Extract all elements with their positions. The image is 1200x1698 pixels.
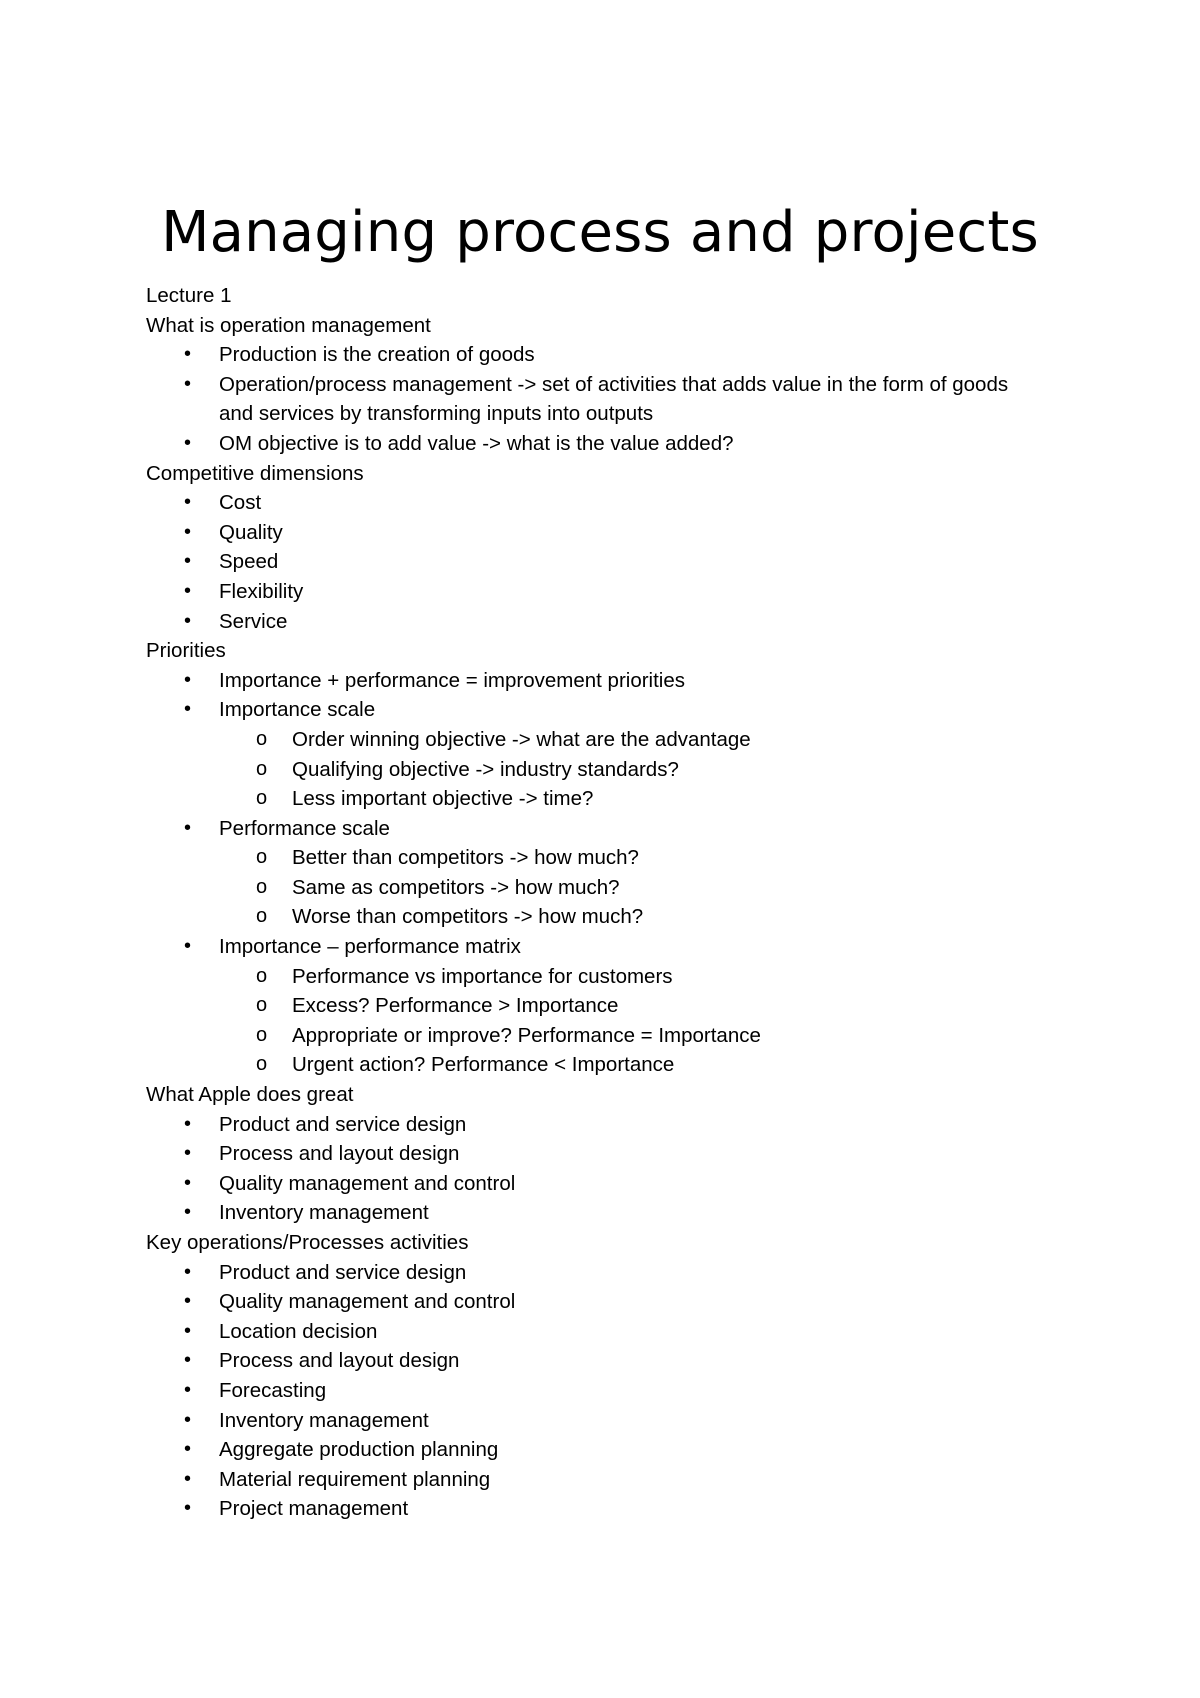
bullet-icon: • (184, 1290, 192, 1313)
list-item-text: Same as competitors -> how much? (292, 875, 620, 899)
bullet-icon: • (184, 550, 192, 573)
circle-bullet-icon: o (256, 727, 268, 750)
bullet-icon: • (184, 579, 192, 602)
list-item-text: Performance scale (219, 816, 390, 840)
bullet-icon: • (184, 698, 192, 721)
list-item-text: Inventory management (219, 1408, 429, 1432)
section-heading: Priorities (146, 639, 226, 663)
list-item-text: Inventory management (219, 1201, 429, 1225)
sub-list-item (146, 843, 1046, 873)
circle-bullet-icon: o (256, 875, 268, 898)
sub-list-item (146, 991, 1046, 1021)
bullet-icon: • (184, 1378, 192, 1401)
list-item-text: Product and service design (219, 1112, 467, 1136)
list-item (146, 1317, 1046, 1347)
list-item-text: Operation/process management -> set of activities that adds value in the form of goods and services by transforming inputs into outputs (219, 372, 1009, 426)
list-item-text: Excess? Performance > Importance (292, 994, 619, 1018)
bullet-icon: • (184, 1319, 192, 1342)
list-item-text: Worse than competitors -> how much? (292, 905, 644, 929)
sub-list-item (146, 725, 1046, 755)
list-item-text: Forecasting (219, 1378, 327, 1402)
bullet-icon: • (184, 1142, 192, 1165)
list-item (146, 1287, 1046, 1317)
bullet-icon: • (184, 1497, 192, 1520)
bullet-icon: • (184, 372, 192, 395)
list-item-text: Aggregate production planning (219, 1438, 499, 1462)
bullet-icon: • (184, 609, 192, 632)
list-item-text: Performance vs importance for customers (292, 964, 673, 988)
bullet-icon: • (184, 816, 192, 839)
section-heading: Competitive dimensions (146, 461, 364, 485)
list-item-text: Material requirement planning (219, 1467, 491, 1491)
list-item-text: Appropriate or improve? Performance = Importance (292, 1023, 761, 1047)
circle-bullet-icon: o (256, 757, 268, 780)
list-item-text: Less important objective -> time? (292, 787, 594, 811)
list-item-text: Project management (219, 1497, 409, 1521)
bullet-icon: • (184, 1438, 192, 1461)
list-item-text: Cost (219, 491, 262, 515)
sub-list-item (146, 873, 1046, 903)
bullet-icon: • (184, 1467, 192, 1490)
list-item (146, 547, 1046, 577)
circle-bullet-icon: o (256, 994, 268, 1017)
sub-list-item (146, 755, 1046, 785)
bullet-icon: • (184, 520, 192, 543)
bullet-icon: • (184, 668, 192, 691)
bullet-icon: • (184, 1112, 192, 1135)
bullet-icon: • (184, 431, 192, 454)
circle-bullet-icon: o (256, 1053, 268, 1076)
section-heading: Key operations/Processes activities (146, 1231, 469, 1254)
bullet-icon: • (184, 1260, 192, 1283)
list-item (146, 1435, 1046, 1465)
bullet-icon: • (184, 1201, 192, 1224)
list-item (146, 488, 1046, 518)
list-item-text: Order winning objective -> what are the advantage (292, 727, 751, 751)
list-item-text: Importance + performance = improvement priorities (219, 668, 686, 692)
list-item (146, 1376, 1046, 1406)
list-item-text: Process and layout design (219, 1142, 460, 1166)
circle-bullet-icon: o (256, 1023, 268, 1046)
sub-list-item (146, 1021, 1046, 1051)
bullet-icon: • (184, 1171, 192, 1194)
list-item (146, 1258, 1046, 1288)
bullet-icon: • (184, 935, 192, 958)
list-item-text: Better than competitors -> how much? (292, 846, 639, 870)
list-item (146, 695, 1046, 725)
list-item-text: Product and service design (219, 1260, 467, 1284)
list-item (146, 1465, 1046, 1495)
page-title: Managing process and projects (161, 200, 1039, 265)
list-item (146, 1139, 1046, 1169)
sub-list-item (146, 784, 1046, 814)
list-item-text: Flexibility (219, 579, 304, 603)
lecture-label: Lecture 1 (146, 284, 232, 307)
circle-bullet-icon: o (256, 905, 268, 928)
circle-bullet-icon: o (256, 846, 268, 869)
list-item-text: Importance scale (219, 698, 376, 722)
document-body (146, 281, 1046, 1524)
sub-list-item (146, 962, 1046, 992)
sub-list-item (146, 1050, 1046, 1080)
list-item-text: Process and layout design (219, 1349, 460, 1373)
list-item (146, 932, 1046, 962)
bullet-icon: • (184, 343, 192, 366)
section-heading: What is operation management (146, 313, 431, 337)
list-item-text: Quality (219, 520, 283, 544)
list-item-text: Service (219, 609, 288, 633)
list-item (146, 340, 1046, 370)
list-item (146, 577, 1046, 607)
bullet-icon: • (184, 1349, 192, 1372)
list-item-text: Quality management and control (219, 1290, 516, 1314)
list-item (146, 607, 1046, 637)
list-item (146, 814, 1046, 844)
list-item (146, 518, 1046, 548)
list-item (146, 1494, 1046, 1524)
circle-bullet-icon: o (256, 964, 268, 987)
list-item (146, 370, 1046, 429)
list-item-text: Importance – performance matrix (219, 935, 521, 959)
list-item (146, 1110, 1046, 1140)
list-item (146, 666, 1046, 696)
list-item (146, 1169, 1046, 1199)
list-item-text: OM objective is to add value -> what is the value added? (219, 431, 734, 455)
list-item-text: Urgent action? Performance < Importance (292, 1053, 675, 1077)
list-item-text: Production is the creation of goods (219, 343, 535, 367)
sections-container (146, 311, 1046, 1524)
bullet-icon: • (184, 1408, 192, 1431)
list-item-text: Quality management and control (219, 1171, 516, 1195)
section-heading: What Apple does great (146, 1083, 354, 1107)
sub-list-item (146, 902, 1046, 932)
list-item (146, 1406, 1046, 1436)
list-item-text: Location decision (219, 1319, 378, 1343)
list-item-text: Qualifying objective -> industry standards? (292, 757, 679, 781)
list-item (146, 1346, 1046, 1376)
list-item (146, 429, 1046, 459)
bullet-icon: • (184, 491, 192, 514)
circle-bullet-icon: o (256, 787, 268, 810)
list-item-text: Speed (219, 550, 279, 574)
list-item (146, 1198, 1046, 1228)
